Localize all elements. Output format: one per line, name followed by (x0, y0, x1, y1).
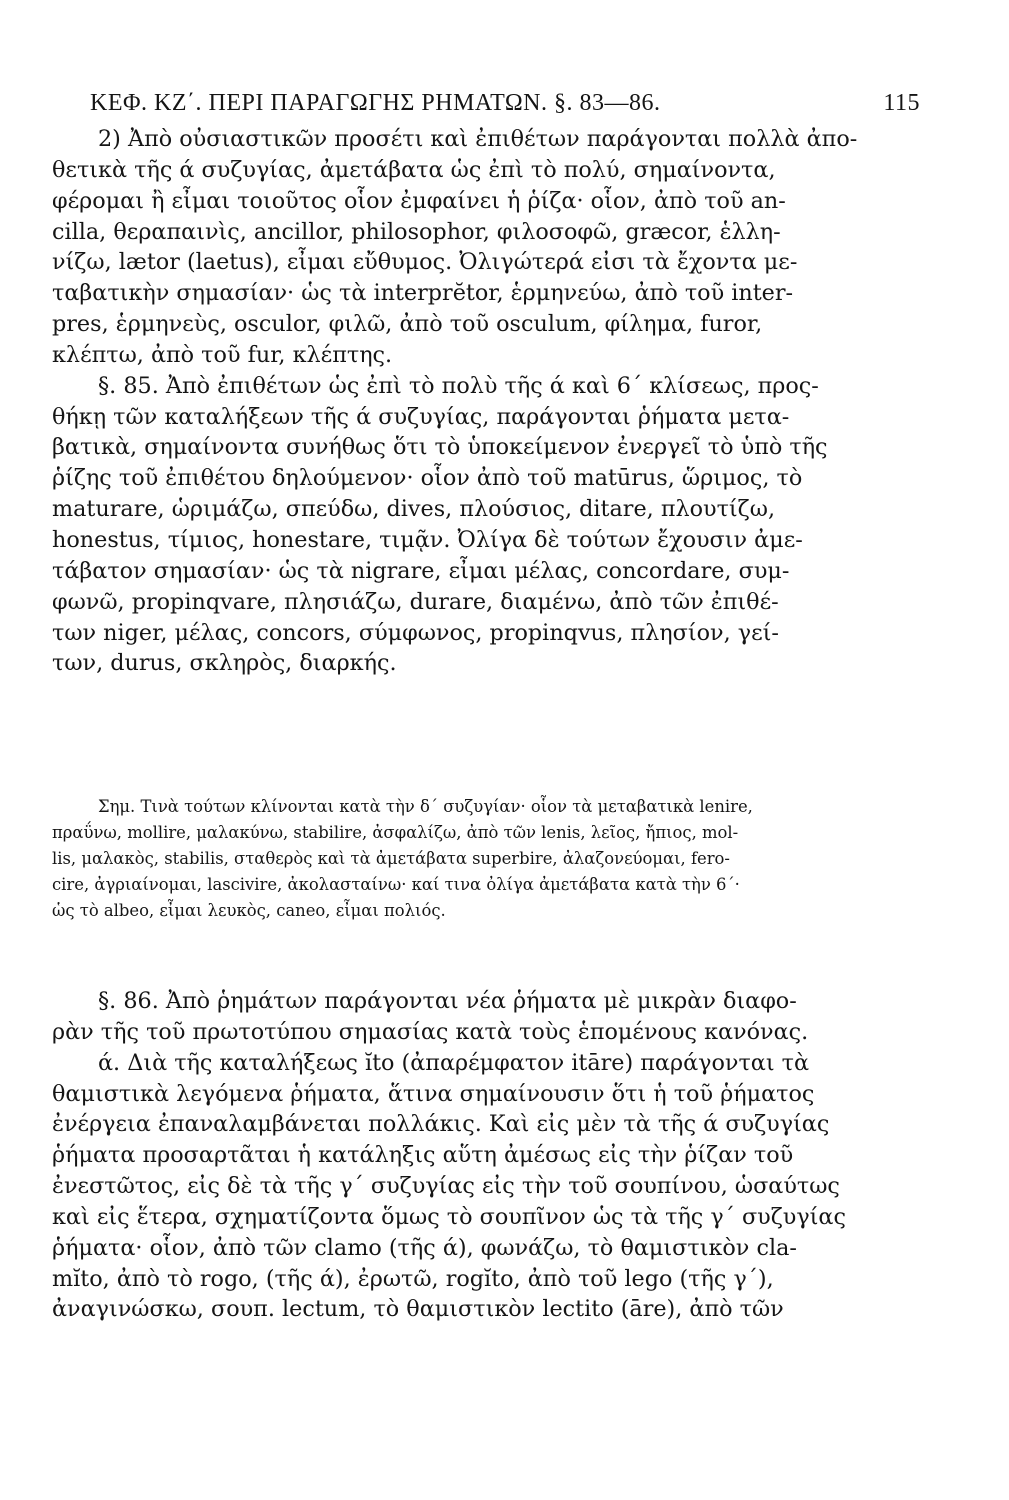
text-line: honestus, τίμιος, honestare, τιμᾷν. Ὀλίγα δὲ τούτων ἔχουσιν ἀμε- (52, 526, 803, 553)
section-86-line: §. 86. Ἀπὸ ῥημάτων παράγονται νέα ῥήματα μὲ μικρὰν διαφο- (98, 988, 797, 1014)
text-line: των niger, μέλας, concors, σύμφωνος, propinqvus, πλησίον, γεί- (52, 619, 779, 646)
text-line: θετικὰ τῆς ά συζυγίας, ἀμετάβατα ὡς ἐπὶ τὸ πολύ, σημαίνοντα, (52, 156, 776, 183)
text-line: ῥήματα προσαρτᾶται ἡ κατάληξις αὕτη ἀμέσως εἰς τὴν ῥίζαν τοῦ (52, 1142, 794, 1169)
text-line: maturare, ὡριμάζω, σπεύδω, dives, πλούσιος, ditare, πλουτίζω, (52, 496, 776, 523)
text-line: κλέπτω, ἀπὸ τοῦ fur, κλέπτης. (52, 341, 393, 368)
running-header (90, 90, 920, 117)
chapter-title: ΚΕΦ. ΚΖ΄. ΠΕΡΙ ΠΑΡΑΓΩΓΗΣ ΡΗΜΑΤΩΝ. §. 83—86. (90, 90, 661, 116)
text-line: καὶ εἰς ἕτερα, σχηματίζοντα ὅμως τὸ σουπῖνον ὡς τὰ τῆς γ΄ συζυγίας (52, 1203, 846, 1230)
text-line: ἐνεστῶτος, εἰς δὲ τὰ τῆς γ΄ συζυγίας εἰς τὴν τοῦ σουπίνου, ὡσαύτως (52, 1173, 840, 1200)
text-line: τάβατον σημασίαν· ὡς τὰ nigrare, εἶμαι μέλας, concordare, συμ- (52, 557, 790, 584)
note-line: Σημ. Τινὰ τούτων κλίνονται κατὰ τὴν δ΄ συζυγίαν· οἷον τὰ μεταβατικὰ lenire, (98, 797, 753, 816)
text-line: ῥήματα· οἷον, ἀπὸ τῶν clamo (τῆς ά), φωνάζω, τὸ θαμιστικὸν cla- (52, 1234, 797, 1261)
text-line: νίζω, lætor (laetus), εἶμαι εὔθυμος. Ὀλιγώτερά εἰσι τὰ ἔχοντα με- (52, 249, 798, 276)
page-number: 115 (883, 90, 920, 116)
text-line: των, durus, σκληρὸς, διαρκής. (52, 650, 397, 677)
note-line: lis, μαλακὸς, stabilis, σταθερὸς καὶ τὰ ἀμετάβατα superbire, ἀλαζονεύομαι, fero- (52, 849, 730, 868)
note-line: ὡς τὸ albeo, εἶμαι λευκὸς, caneo, εἶμαι πολιός. (52, 901, 446, 920)
text-line: φωνῶ, propinqvare, πλησιάζω, durare, διαμένω, ἀπὸ τῶν ἐπιθέ- (52, 588, 779, 615)
main-text-upper (52, 124, 858, 679)
text-line: ἐνέργεια ἐπαναλαμβάνεται πολλάκις. Καὶ εἰς μὲν τὰ τῆς ά συζυγίας (52, 1111, 830, 1138)
text-line: ρὰν τῆς τοῦ πρωτοτύπου σημασίας κατὰ τοὺς ἑπομένους κανόνας. (52, 1018, 809, 1045)
text-line: pres, ἑρμηνεὺς, osculor, φιλῶ, ἀπὸ τοῦ osculum, φίλημα, furor, (52, 311, 763, 338)
text-line: ἀναγινώσκω, σουπ. lectum, τὸ θαμιστικὸν lectito (āre), ἀπὸ τῶν (52, 1296, 784, 1323)
main-text-lower (52, 986, 852, 1325)
text-line: θαμιστικὰ λεγόμενα ῥήματα, ἅτινα σημαίνουσιν ὅτι ἡ τοῦ ῥήματος (52, 1080, 815, 1107)
footnote-block (52, 794, 852, 924)
text-line: mĭto, ἀπὸ τὸ rogo, (τῆς ά), ἐρωτῶ, rogĭto, ἀπὸ τοῦ lego (τῆς γ΄), (52, 1265, 774, 1292)
text-line: φέρομαι ἢ εἶμαι τοιοῦτος οἷον ἐμφαίνει ἡ ῥίζα· οἷον, ἀπὸ τοῦ an- (52, 187, 786, 214)
text-line: ά. Διὰ τῆς καταλήξεως ĭto (ἀπαρέμφατον itāre) παράγονται τὰ (98, 1049, 810, 1076)
section-85-line: §. 85. Ἀπὸ ἐπιθέτων ὡς ἐπὶ τὸ πολὺ τῆς ά καὶ 6΄ κλίσεως, προς- (98, 372, 819, 399)
note-line: cire, ἀγριαίνομαι, lascivire, ἀκολασταίνω· καί τινα ὀλίγα ἀμετάβατα κατὰ τὴν 6΄· (52, 875, 740, 894)
note-line: πραΰνω, mollire, μαλακύνω, stabilire, ἀσφαλίζω, ἀπὸ τῶν lenis, λεῖος, ἤπιος, mol- (52, 823, 739, 842)
text-line: 2) Ἀπὸ οὐσιαστικῶν προσέτι καὶ ἐπιθέτων παράγονται πολλὰ ἀπο- (98, 126, 858, 152)
text-line: ταβατικὴν σημασίαν· ὡς τὰ interprĕtor, ἑρμηνεύω, ἀπὸ τοῦ inter- (52, 280, 794, 307)
text-line: cilla, θεραπαινὶς, ancillor, philosophor, φιλοσοφῶ, græcor, ἑλλη- (52, 218, 781, 245)
text-line: ῥίζης τοῦ ἐπιθέτου δηλούμενον· οἷον ἀπὸ τοῦ matūrus, ὥριμος, τὸ (52, 465, 803, 492)
text-line: βατικὰ, σημαίνοντα συνήθως ὅτι τὸ ὑποκείμενον ἐνεργεῖ τὸ ὑπὸ τῆς (52, 434, 828, 461)
text-line: θήκῃ τῶν καταλήξεων τῆς ά συζυγίας, παράγονται ῥήματα μετα- (52, 403, 790, 430)
